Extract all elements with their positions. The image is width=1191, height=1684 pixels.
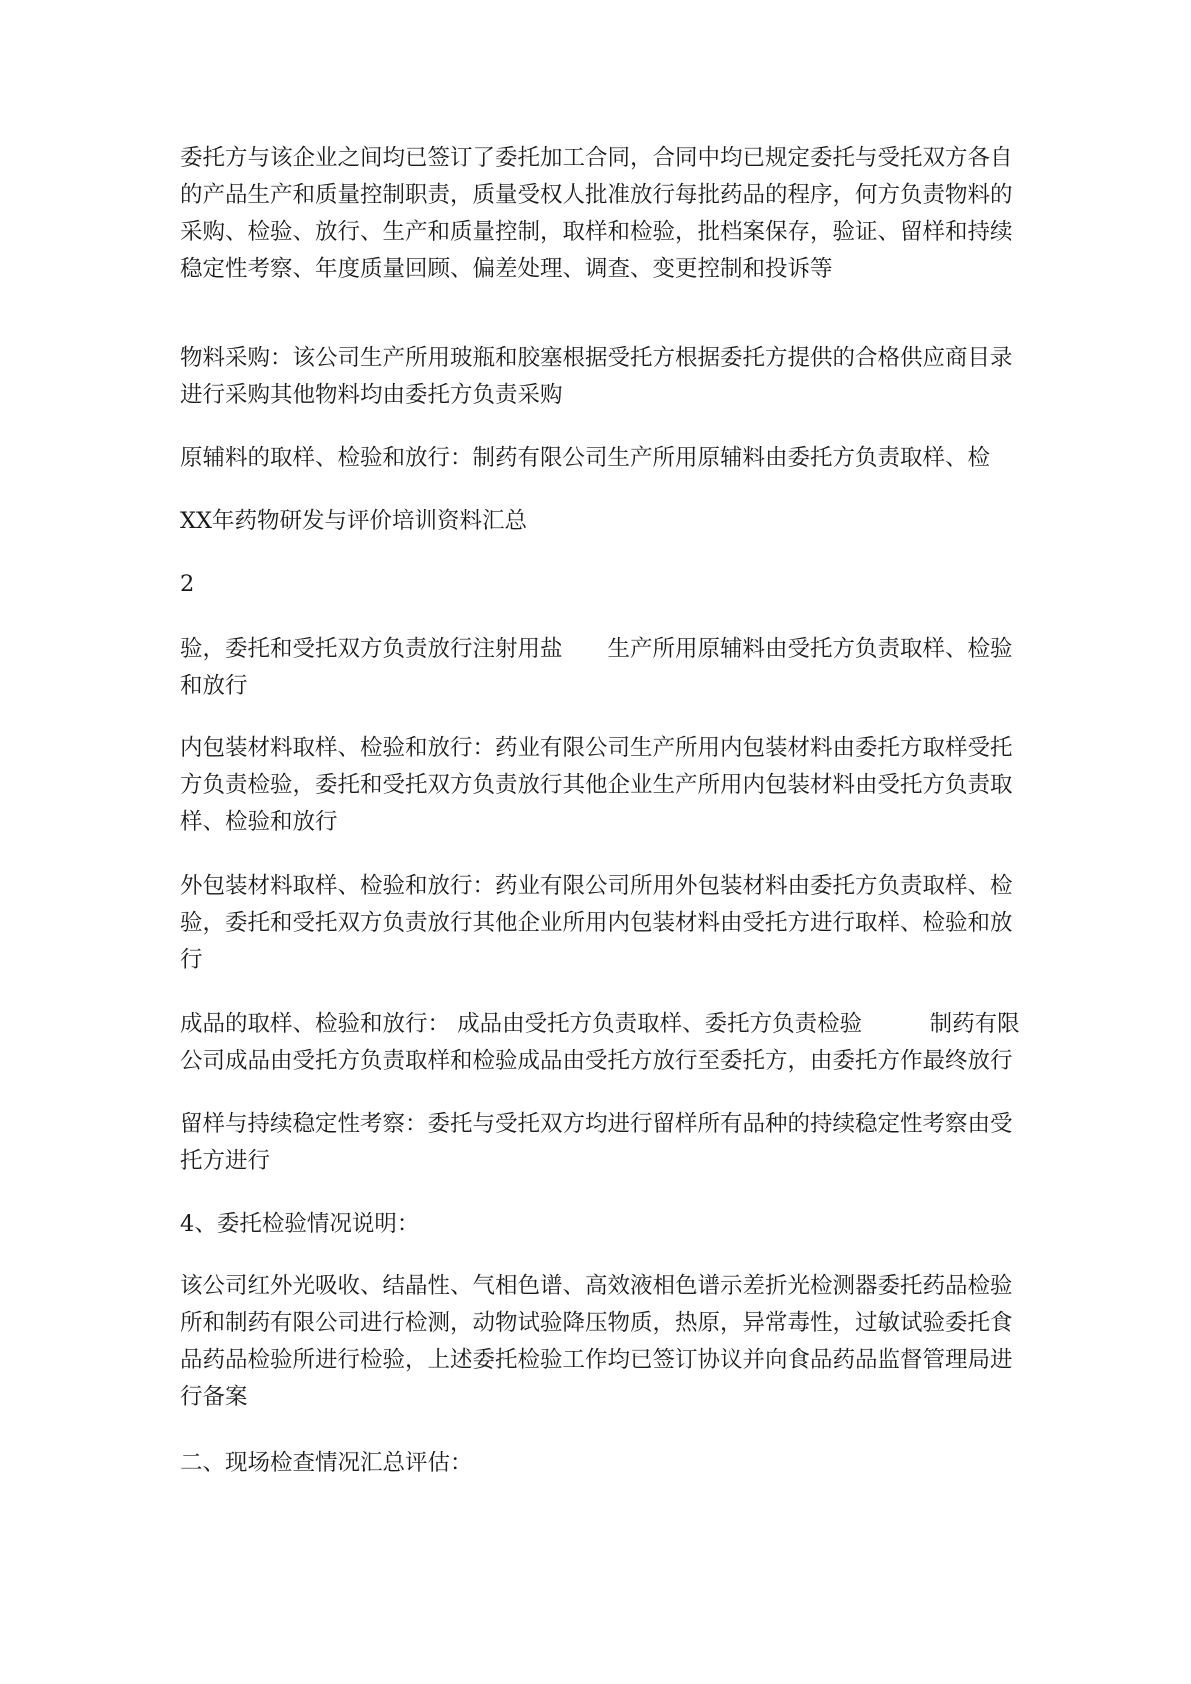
paragraph-raw-material-release: 验，委托和受托双方负责放行注射用盐 生产所用原辅料由受托方负责取样、检验和放行: [180, 636, 1013, 699]
paragraph-retention-stability: 留样与持续稳定性考察：委托与受托双方均进行留样所有品种的持续稳定性考察由受托方进行: [180, 1111, 1013, 1174]
paragraph-inner-packaging: 内包装材料取样、检验和放行：药业有限公司生产所用内包装材料由委托方取样受托方负责检验，委托和受托双方负责放行其他企业生产所用内包装材料由受托方负责取样、检验和放行: [180, 735, 1013, 835]
page-header-title: XX年药物研发与评价培训资料汇总: [180, 508, 528, 534]
section-heading-onsite-inspection: 二、现场检查情况汇总评估：: [180, 1450, 473, 1476]
paragraph-finished-product: 成品的取样、检验和放行： 成品由受托方负责取样、委托方负责检验 制药有限公司成品由受托方负责取样和检验成品由受托方放行至委托方，由委托方作最终放行: [180, 1011, 1020, 1074]
page-number: 2: [180, 571, 195, 597]
paragraph-outer-packaging: 外包装材料取样、检验和放行：药业有限公司所用外包装材料由委托方负责取样、检验，委托和受托双方负责放行其他企业所用内包装材料由受托方进行取样、检验和放行: [180, 873, 1013, 973]
paragraph-contract-overview: 委托方与该企业之间均已签订了委托加工合同，合同中均已规定委托与受托双方各自的产品生产和质量控制职责，质量受权人批准放行每批药品的程序，何方负责物料的采购、检验、放行、生产和质量控制，取样和检验，批档案保存，验证、留样和持续稳定性考察、年度质量回顾、偏差处理、调查、变更控制和投诉等: [180, 145, 1013, 282]
section-heading-entrusted-testing: 4、委托检验情况说明：: [180, 1211, 420, 1237]
paragraph-material-procurement: 物料采购：该公司生产所用玻瓶和胶塞根据受托方根据委托方提供的合格供应商目录进行采购其他物料均由委托方负责采购: [180, 345, 1013, 408]
paragraph-raw-material-sampling: 原辅料的取样、检验和放行：制药有限公司生产所用原辅料由委托方负责取样、检: [180, 445, 991, 471]
paragraph-entrusted-testing: 该公司红外光吸收、结晶性、气相色谱、高效液相色谱示差折光检测器委托药品检验所和制药有限公司进行检测，动物试验降压物质，热原，异常毒性，过敏试验委托食品药品检验所进行检验，上述委托检验工作均已签订协议并向食品药品监督管理局进行备案: [180, 1273, 1013, 1410]
